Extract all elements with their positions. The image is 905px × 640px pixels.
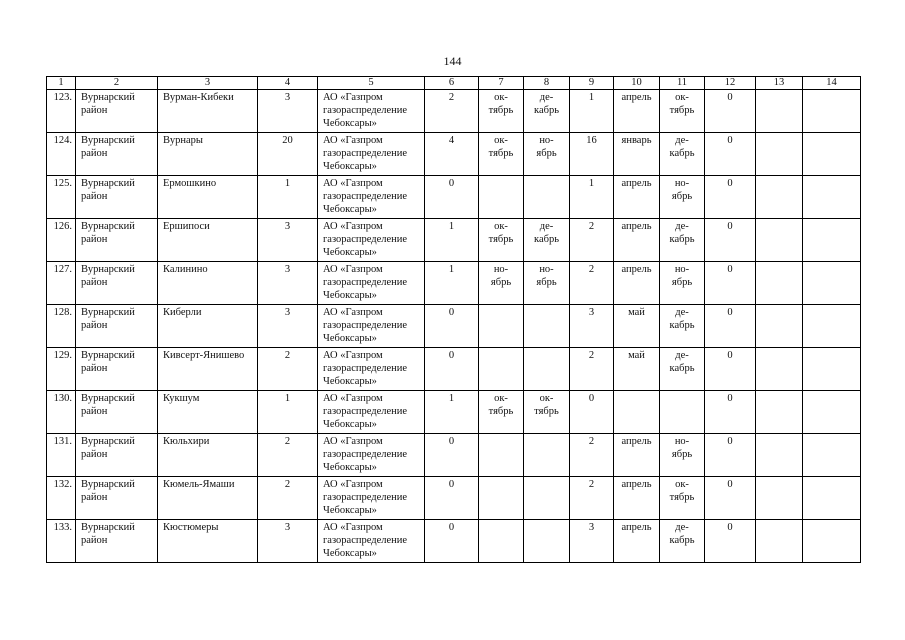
table-row — [47, 520, 861, 563]
row-number: 133. — [47, 520, 76, 563]
organization-cell: АО «Газпром газораспределение Чебоксары» — [318, 348, 425, 391]
col8-cell — [524, 305, 570, 348]
col12-cell: 0 — [705, 434, 756, 477]
organization-cell: АО «Газпром газораспределение Чебоксары» — [318, 520, 425, 563]
column-header-10: 10 — [614, 77, 660, 90]
col11-cell: но- ябрь — [660, 262, 705, 305]
col13-cell — [756, 520, 803, 563]
col12-cell: 0 — [705, 305, 756, 348]
col7-cell — [479, 434, 524, 477]
table-row — [47, 391, 861, 434]
district-cell: Вурнарский район — [76, 176, 158, 219]
col8-cell — [524, 348, 570, 391]
col10-cell: апрель — [614, 477, 660, 520]
col9-cell: 0 — [570, 391, 614, 434]
row-number: 124. — [47, 133, 76, 176]
organization-cell: АО «Газпром газораспределение Чебоксары» — [318, 90, 425, 133]
column-header-1: 1 — [47, 77, 76, 90]
col13-cell — [756, 477, 803, 520]
col13-cell — [756, 133, 803, 176]
col13-cell — [756, 305, 803, 348]
district-cell: Вурнарский район — [76, 348, 158, 391]
col12-cell: 0 — [705, 133, 756, 176]
col10-cell: апрель — [614, 90, 660, 133]
organization-cell: АО «Газпром газораспределение Чебоксары» — [318, 176, 425, 219]
organization-cell: АО «Газпром газораспределение Чебоксары» — [318, 219, 425, 262]
organization-cell: АО «Газпром газораспределение Чебоксары» — [318, 391, 425, 434]
table-header-row — [47, 77, 861, 90]
table-row — [47, 348, 861, 391]
col7-cell: но- ябрь — [479, 262, 524, 305]
district-cell: Вурнарский район — [76, 477, 158, 520]
row-number: 128. — [47, 305, 76, 348]
settlement-cell: Киберли — [158, 305, 258, 348]
settlement-cell: Кивсерт-Янишево — [158, 348, 258, 391]
organization-cell: АО «Газпром газораспределение Чебоксары» — [318, 434, 425, 477]
settlement-cell: Вурнары — [158, 133, 258, 176]
count-cell: 3 — [258, 262, 318, 305]
row-number: 132. — [47, 477, 76, 520]
col7-cell — [479, 520, 524, 563]
col7-cell: ок- тябрь — [479, 219, 524, 262]
col12-cell: 0 — [705, 348, 756, 391]
col13-cell — [756, 434, 803, 477]
count-cell: 3 — [258, 90, 318, 133]
col10-cell — [614, 391, 660, 434]
organization-cell: АО «Газпром газораспределение Чебоксары» — [318, 133, 425, 176]
col14-cell — [803, 391, 861, 434]
col10-cell: апрель — [614, 520, 660, 563]
col12-cell: 0 — [705, 477, 756, 520]
col10-cell: январь — [614, 133, 660, 176]
col14-cell — [803, 90, 861, 133]
col9-cell: 2 — [570, 219, 614, 262]
col11-cell: де- кабрь — [660, 520, 705, 563]
col14-cell — [803, 176, 861, 219]
col9-cell: 3 — [570, 305, 614, 348]
col14-cell — [803, 305, 861, 348]
col8-cell — [524, 520, 570, 563]
settlement-cell: Ермошкино — [158, 176, 258, 219]
district-cell: Вурнарский район — [76, 434, 158, 477]
count-cell: 3 — [258, 520, 318, 563]
column-header-6: 6 — [425, 77, 479, 90]
col7-cell — [479, 348, 524, 391]
table-row — [47, 305, 861, 348]
col9-cell: 2 — [570, 477, 614, 520]
col6-cell: 0 — [425, 176, 479, 219]
col14-cell — [803, 262, 861, 305]
col13-cell — [756, 262, 803, 305]
col13-cell — [756, 391, 803, 434]
settlement-cell: Калинино — [158, 262, 258, 305]
table-row — [47, 219, 861, 262]
col9-cell: 2 — [570, 262, 614, 305]
district-cell: Вурнарский район — [76, 520, 158, 563]
count-cell: 2 — [258, 477, 318, 520]
col9-cell: 3 — [570, 520, 614, 563]
column-header-2: 2 — [76, 77, 158, 90]
row-number: 131. — [47, 434, 76, 477]
col12-cell: 0 — [705, 176, 756, 219]
col8-cell: ок- тябрь — [524, 391, 570, 434]
col11-cell: де- кабрь — [660, 305, 705, 348]
district-cell: Вурнарский район — [76, 90, 158, 133]
row-number: 126. — [47, 219, 76, 262]
col9-cell: 1 — [570, 176, 614, 219]
count-cell: 1 — [258, 391, 318, 434]
col8-cell — [524, 477, 570, 520]
column-header-14: 14 — [803, 77, 861, 90]
col8-cell — [524, 176, 570, 219]
table-row — [47, 90, 861, 133]
col11-cell: но- ябрь — [660, 434, 705, 477]
district-cell: Вурнарский район — [76, 219, 158, 262]
col13-cell — [756, 176, 803, 219]
column-header-9: 9 — [570, 77, 614, 90]
col11-cell: де- кабрь — [660, 348, 705, 391]
count-cell: 20 — [258, 133, 318, 176]
organization-cell: АО «Газпром газораспределение Чебоксары» — [318, 477, 425, 520]
row-number: 123. — [47, 90, 76, 133]
column-header-3: 3 — [158, 77, 258, 90]
district-cell: Вурнарский район — [76, 133, 158, 176]
col11-cell: но- ябрь — [660, 176, 705, 219]
row-number: 127. — [47, 262, 76, 305]
count-cell: 2 — [258, 434, 318, 477]
count-cell: 3 — [258, 305, 318, 348]
col13-cell — [756, 219, 803, 262]
gasification-schedule-table — [46, 76, 861, 563]
col14-cell — [803, 434, 861, 477]
column-header-11: 11 — [660, 77, 705, 90]
column-header-8: 8 — [524, 77, 570, 90]
col10-cell: апрель — [614, 219, 660, 262]
col10-cell: апрель — [614, 262, 660, 305]
col6-cell: 0 — [425, 305, 479, 348]
col13-cell — [756, 90, 803, 133]
col6-cell: 1 — [425, 391, 479, 434]
column-header-4: 4 — [258, 77, 318, 90]
col6-cell: 0 — [425, 520, 479, 563]
col7-cell — [479, 477, 524, 520]
district-cell: Вурнарский район — [76, 305, 158, 348]
column-header-7: 7 — [479, 77, 524, 90]
column-header-13: 13 — [756, 77, 803, 90]
col8-cell: но- ябрь — [524, 262, 570, 305]
col6-cell: 4 — [425, 133, 479, 176]
count-cell: 3 — [258, 219, 318, 262]
col9-cell: 1 — [570, 90, 614, 133]
col12-cell: 0 — [705, 262, 756, 305]
col14-cell — [803, 219, 861, 262]
col9-cell: 2 — [570, 348, 614, 391]
row-number: 129. — [47, 348, 76, 391]
col9-cell: 2 — [570, 434, 614, 477]
table-row — [47, 434, 861, 477]
col11-cell: де- кабрь — [660, 219, 705, 262]
col11-cell: ок- тябрь — [660, 90, 705, 133]
col14-cell — [803, 477, 861, 520]
col12-cell: 0 — [705, 90, 756, 133]
table-row — [47, 176, 861, 219]
settlement-cell: Кюльхири — [158, 434, 258, 477]
col6-cell: 0 — [425, 434, 479, 477]
col12-cell: 0 — [705, 219, 756, 262]
col6-cell: 2 — [425, 90, 479, 133]
col12-cell: 0 — [705, 391, 756, 434]
row-number: 130. — [47, 391, 76, 434]
col10-cell: апрель — [614, 434, 660, 477]
col6-cell: 1 — [425, 262, 479, 305]
settlement-cell: Ершипоси — [158, 219, 258, 262]
col14-cell — [803, 133, 861, 176]
district-cell: Вурнарский район — [76, 391, 158, 434]
col8-cell: де- кабрь — [524, 90, 570, 133]
settlement-cell: Кюстюмеры — [158, 520, 258, 563]
table-body — [47, 90, 861, 563]
col7-cell — [479, 176, 524, 219]
col9-cell: 16 — [570, 133, 614, 176]
col10-cell: май — [614, 348, 660, 391]
col12-cell: 0 — [705, 520, 756, 563]
settlement-cell: Кукшум — [158, 391, 258, 434]
count-cell: 2 — [258, 348, 318, 391]
col7-cell — [479, 305, 524, 348]
col8-cell: но- ябрь — [524, 133, 570, 176]
col7-cell: ок- тябрь — [479, 90, 524, 133]
col6-cell: 0 — [425, 348, 479, 391]
col10-cell: май — [614, 305, 660, 348]
col6-cell: 1 — [425, 219, 479, 262]
organization-cell: АО «Газпром газораспределение Чебоксары» — [318, 305, 425, 348]
col10-cell: апрель — [614, 176, 660, 219]
col13-cell — [756, 348, 803, 391]
col7-cell: ок- тябрь — [479, 133, 524, 176]
col11-cell — [660, 391, 705, 434]
table-row — [47, 133, 861, 176]
col8-cell: де- кабрь — [524, 219, 570, 262]
organization-cell: АО «Газпром газораспределение Чебоксары» — [318, 262, 425, 305]
settlement-cell: Кюмель-Ямаши — [158, 477, 258, 520]
col6-cell: 0 — [425, 477, 479, 520]
col7-cell: ок- тябрь — [479, 391, 524, 434]
district-cell: Вурнарский район — [76, 262, 158, 305]
col14-cell — [803, 520, 861, 563]
table-row — [47, 262, 861, 305]
table-row — [47, 477, 861, 520]
col14-cell — [803, 348, 861, 391]
count-cell: 1 — [258, 176, 318, 219]
col8-cell — [524, 434, 570, 477]
col11-cell: де- кабрь — [660, 133, 705, 176]
col11-cell: ок- тябрь — [660, 477, 705, 520]
settlement-cell: Вурман-Кибеки — [158, 90, 258, 133]
row-number: 125. — [47, 176, 76, 219]
column-header-12: 12 — [705, 77, 756, 90]
column-header-5: 5 — [318, 77, 425, 90]
page-number: 144 — [443, 54, 462, 68]
